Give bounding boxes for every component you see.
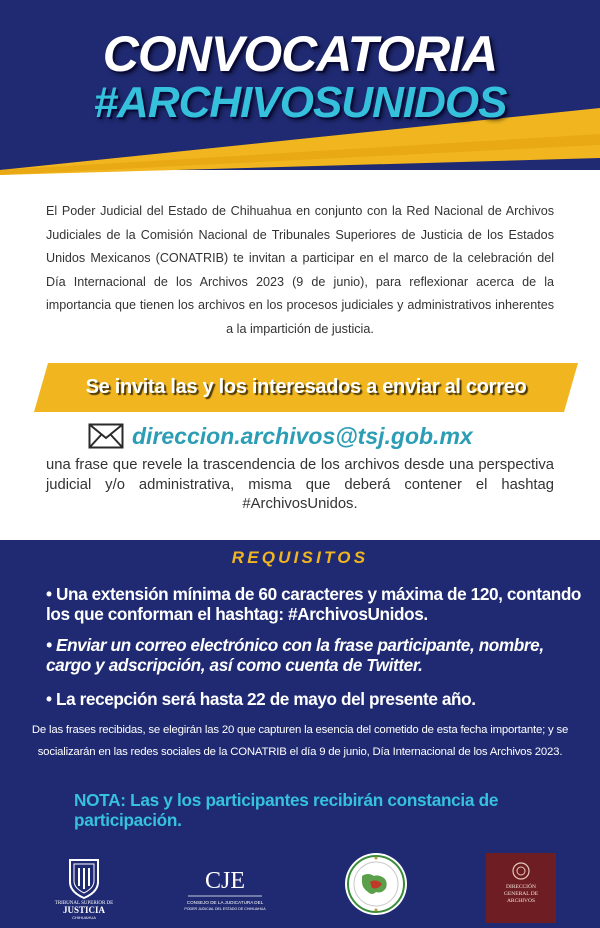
cje-logo-sub2: PODER JUDICIAL DEL ESTADO DE CHIHUAHUA — [184, 907, 266, 911]
requirement-item: • Una extensión mínima de 60 caracteres y máxima de 120, contando los que conforman el hashtag: #ArchivosUnidos. — [46, 584, 582, 624]
cje-logo-sub1: CONSEJO DE LA JUDICATURA DEL — [186, 900, 264, 905]
cje-logo — [178, 862, 272, 918]
participation-note: NOTA: Las y los participantes recibirán constancia de participación. — [74, 790, 499, 830]
requirement-text: Una extensión mínima de 60 caracteres y máxima de 120, contando los que conforman el hashtag: #ArchivosUnidos. — [46, 584, 582, 624]
tsj-logo-line3: CHIHUAHUA — [72, 915, 96, 920]
selection-note: De las frases recibidas, se elegirán las 20 que capturen la esencia del cometido de esta fecha importante; y se socializarán en las redes sociales de la CONATRIB el día 9 de junio, Día Internacional de los Archivos 2023. — [31, 724, 569, 758]
dga-logo-line1: DIRECCIÓN — [506, 884, 536, 890]
dga-logo-line3: ARCHIVOS — [506, 898, 536, 904]
banner-text: Se invita las y los interesados a enviar al correo — [85, 376, 527, 398]
title-convocatoria: CONVOCATORIA — [102, 26, 498, 82]
email-address[interactable]: direccion.archivos@tsj.gob.mx — [132, 423, 473, 449]
tsj-logo-line2: JUSTICIA — [62, 905, 106, 915]
tsj-logo-line1: TRIBUNAL SUPERIOR DE — [54, 901, 114, 906]
requirement-text: La recepción será hasta 22 de mayo del presente año. — [56, 689, 476, 709]
archivos-logo — [486, 853, 556, 923]
requirement-item: • La recepción será hasta 22 de mayo del presente año. — [46, 689, 476, 709]
title-hashtag: #ARCHIVOSUNIDOS — [93, 78, 507, 127]
requirement-text: Enviar un correo electrónico con la frase participante, nombre, cargo y adscripción, así como cuenta de Twitter. — [46, 635, 544, 675]
requirements-title: REQUISITOS — [231, 548, 369, 567]
intro-paragraph: El Poder Judicial del Estado de Chihuahua en conjunto con la Red Nacional de Archivos Judiciales de la Comisión Nacional de Tribunales Superiores de Justicia de los Estados Unidos Mexicanos (CONATRIB) te invitan a participar en el marco de la celebración del Día Internacional de los Archivos 2023 (9 de junio), para reflexionar acerca de la importancia que tienen los archivos en los procesos judiciales y administrativos inherentes a la impartición de justicia. — [46, 204, 554, 336]
frase-paragraph: una frase que revele la trascendencia de los archivos desde una perspectiva judicial y/o administrativa, misma que deberá contener el hashtag #ArchivosUnidos. — [46, 457, 554, 513]
dga-logo-line2: GENERAL DE — [503, 891, 539, 897]
invite-banner — [34, 363, 578, 412]
mail-icon — [88, 423, 124, 449]
requirement-item: • Enviar un correo electrónico con la frase participante, nombre, cargo y adscripción, así como cuenta de Twitter. — [46, 635, 544, 675]
tsj-shield-logo — [54, 858, 114, 920]
header — [0, 0, 600, 232]
conatrib-seal-logo — [344, 852, 408, 916]
cje-logo-title: CJE — [204, 868, 246, 894]
